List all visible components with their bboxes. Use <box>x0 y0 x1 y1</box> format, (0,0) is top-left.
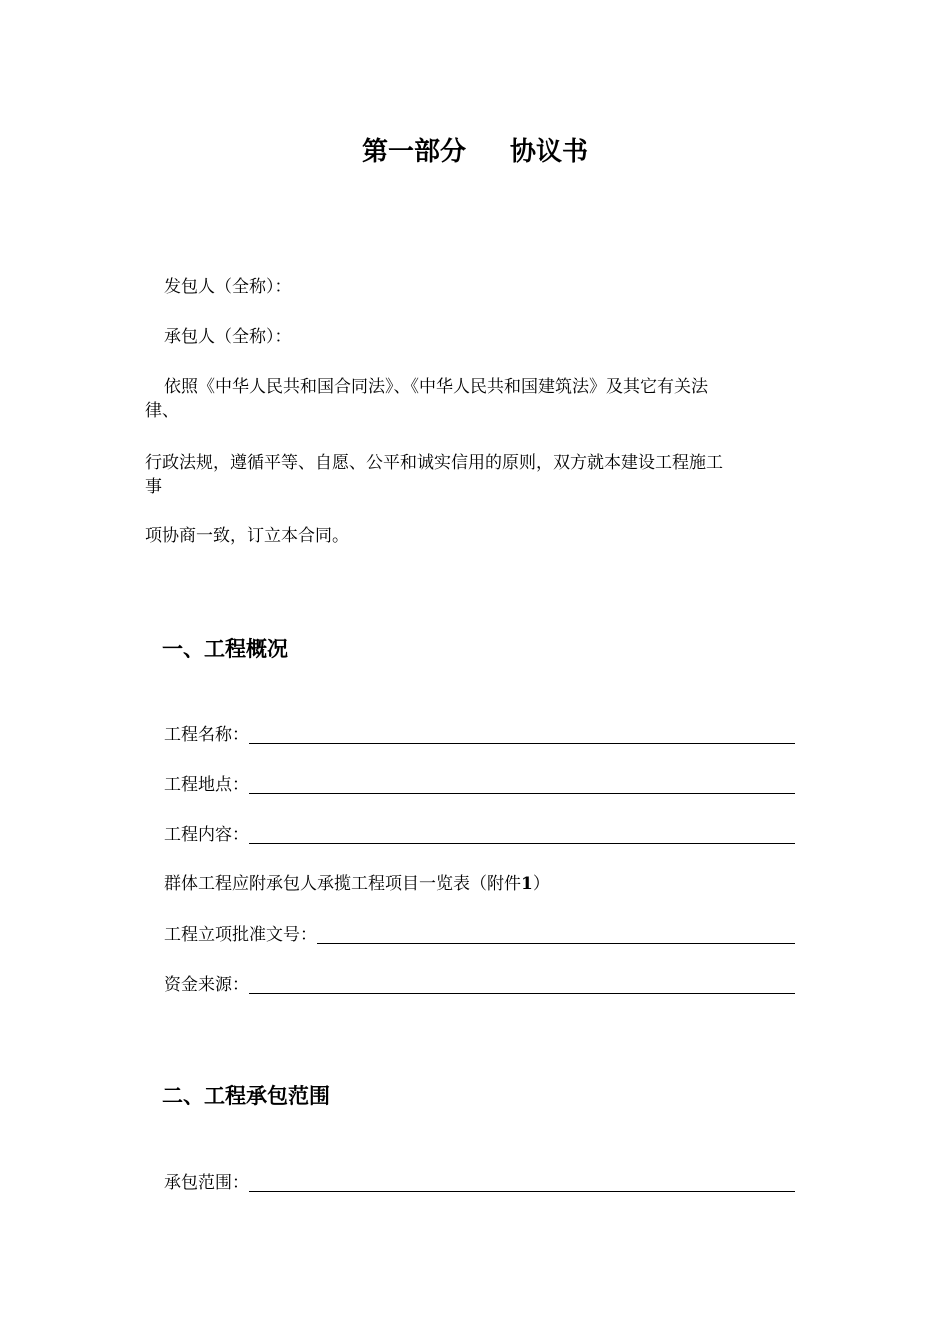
approval-number-label: 工程立项批准文号： <box>164 925 317 945</box>
funding-source-field[interactable] <box>164 972 795 996</box>
project-name-blank[interactable] <box>249 743 795 744</box>
project-name-label: 工程名称： <box>164 725 249 745</box>
page-title <box>0 134 950 170</box>
project-content-field[interactable] <box>164 822 795 846</box>
preamble-line-1-wrap: 律、 <box>145 401 179 421</box>
project-location-blank[interactable] <box>249 793 795 794</box>
scope-blank[interactable] <box>249 1191 795 1192</box>
preamble-line-2: 行政法规，遵循平等、自愿、公平和诚实信用的原则，双方就本建设工程施工 <box>145 453 723 473</box>
contractor-label: 承包人（全称）： <box>164 327 292 347</box>
approval-number-field[interactable] <box>164 922 795 946</box>
funding-source-label: 资金来源： <box>164 975 249 995</box>
group-note-number: 1 <box>521 874 533 894</box>
title-name: 协议书 <box>510 137 589 167</box>
preamble-line-2-wrap: 事 <box>145 477 162 497</box>
group-project-note <box>164 873 550 895</box>
project-location-field[interactable] <box>164 772 795 796</box>
preamble-line-3: 项协商一致，订立本合同。 <box>145 526 349 546</box>
funding-source-blank[interactable] <box>249 993 795 994</box>
project-content-blank[interactable] <box>249 843 795 844</box>
preamble-line-1: 依照《中华人民共和国合同法》、《中华人民共和国建筑法》及其它有关法 <box>164 377 708 397</box>
employer-label: 发包人（全称）： <box>164 277 292 297</box>
scope-field[interactable] <box>164 1170 795 1194</box>
group-note-text: 群体工程应附承包人承揽工程项目一览表（附件 <box>164 874 521 894</box>
project-name-field[interactable] <box>164 722 795 746</box>
group-note-close: ） <box>532 874 550 894</box>
section-2-heading: 二、工程承包范围 <box>162 1084 330 1108</box>
scope-label: 承包范围： <box>164 1173 249 1193</box>
approval-number-blank[interactable] <box>317 943 795 944</box>
title-part: 第一部分 <box>361 137 466 167</box>
project-content-label: 工程内容： <box>164 825 249 845</box>
project-location-label: 工程地点： <box>164 775 249 795</box>
section-1-heading: 一、工程概况 <box>162 637 288 661</box>
